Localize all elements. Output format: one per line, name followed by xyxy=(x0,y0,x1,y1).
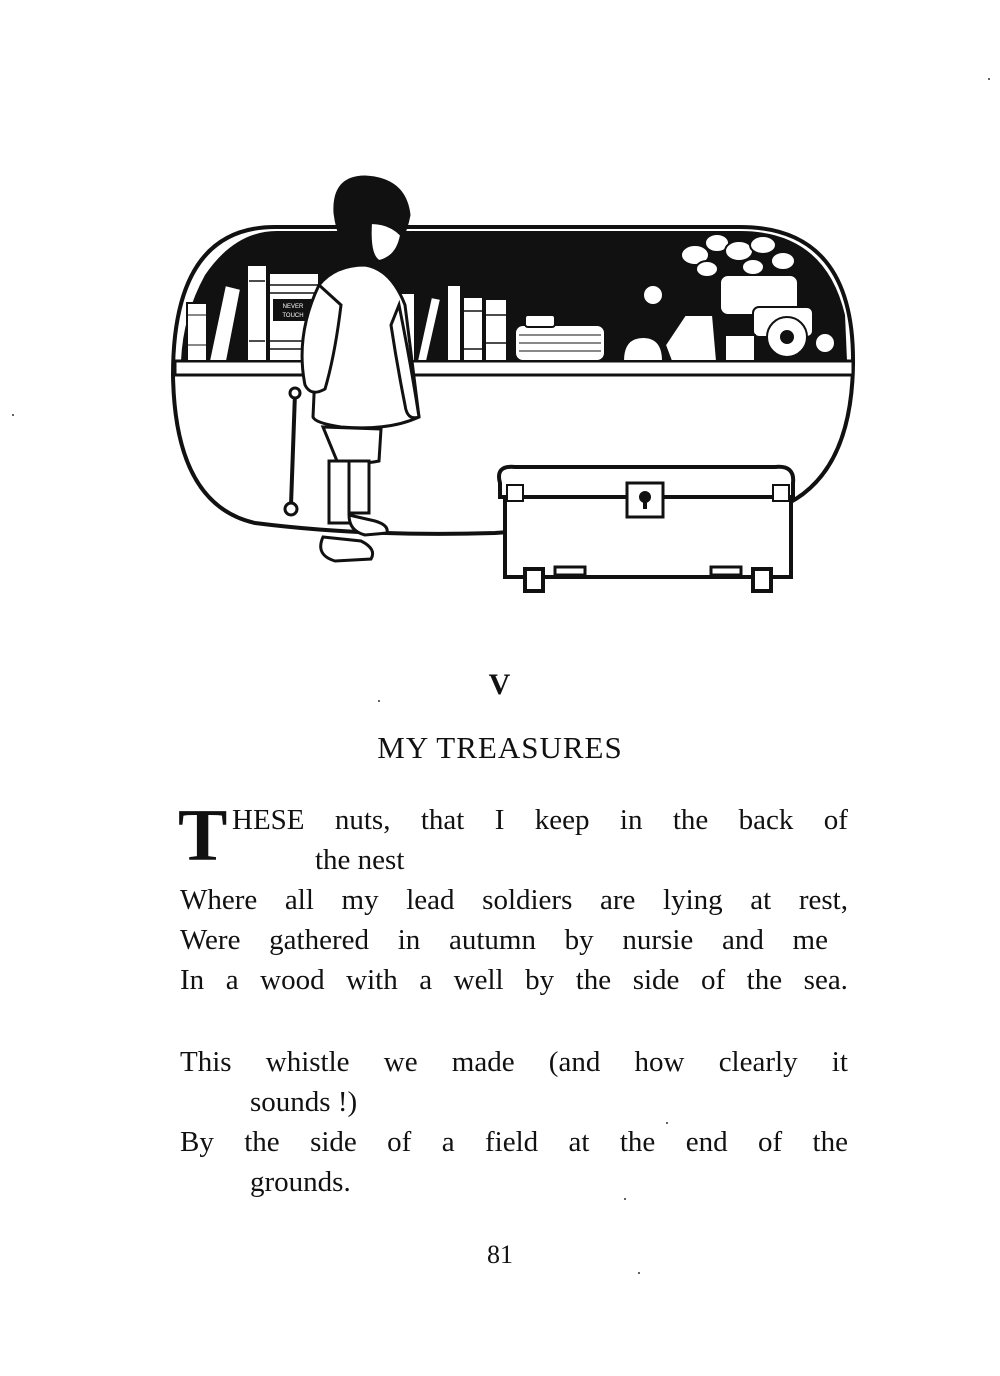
stanza1-line2: Where all my lead soldiers are lying at rest, xyxy=(180,884,848,916)
drop-cap: T xyxy=(178,795,228,877)
chapter-number: V xyxy=(488,668,512,701)
scan-speck xyxy=(638,1272,640,1274)
scan-speck xyxy=(988,78,990,80)
scan-speck xyxy=(624,1198,626,1200)
stanza2-line1: This whistle we made (and how clearly it xyxy=(180,1046,848,1078)
stanza1-line4: In a wood with a well by the side of the sea. xyxy=(180,964,848,996)
scan-speck xyxy=(12,414,14,416)
book-label-never: NEVER xyxy=(282,304,304,310)
stanza1-line1: HESE nuts, that I keep in the back of xyxy=(232,804,848,836)
chapter-illustration xyxy=(165,165,865,605)
stanza2-line1-continuation: sounds !) xyxy=(250,1086,358,1118)
stanza1-line1-continuation: the nest xyxy=(315,844,405,876)
stanza2-line2-continuation: grounds. xyxy=(250,1166,351,1198)
chapter-title: MY TREASURES xyxy=(377,730,623,765)
stanza1-line3: Were gathered in autumn by nursie and me xyxy=(180,924,828,956)
poem xyxy=(178,795,848,1202)
book-label-touch: TOUCH xyxy=(282,313,304,319)
treasure-chest xyxy=(499,467,793,591)
stanza2-line2: By the side of a field at the end of the xyxy=(180,1126,848,1158)
scan-speck xyxy=(378,700,380,702)
page-number: 81 xyxy=(487,1240,513,1269)
scan-speck xyxy=(666,1122,668,1124)
